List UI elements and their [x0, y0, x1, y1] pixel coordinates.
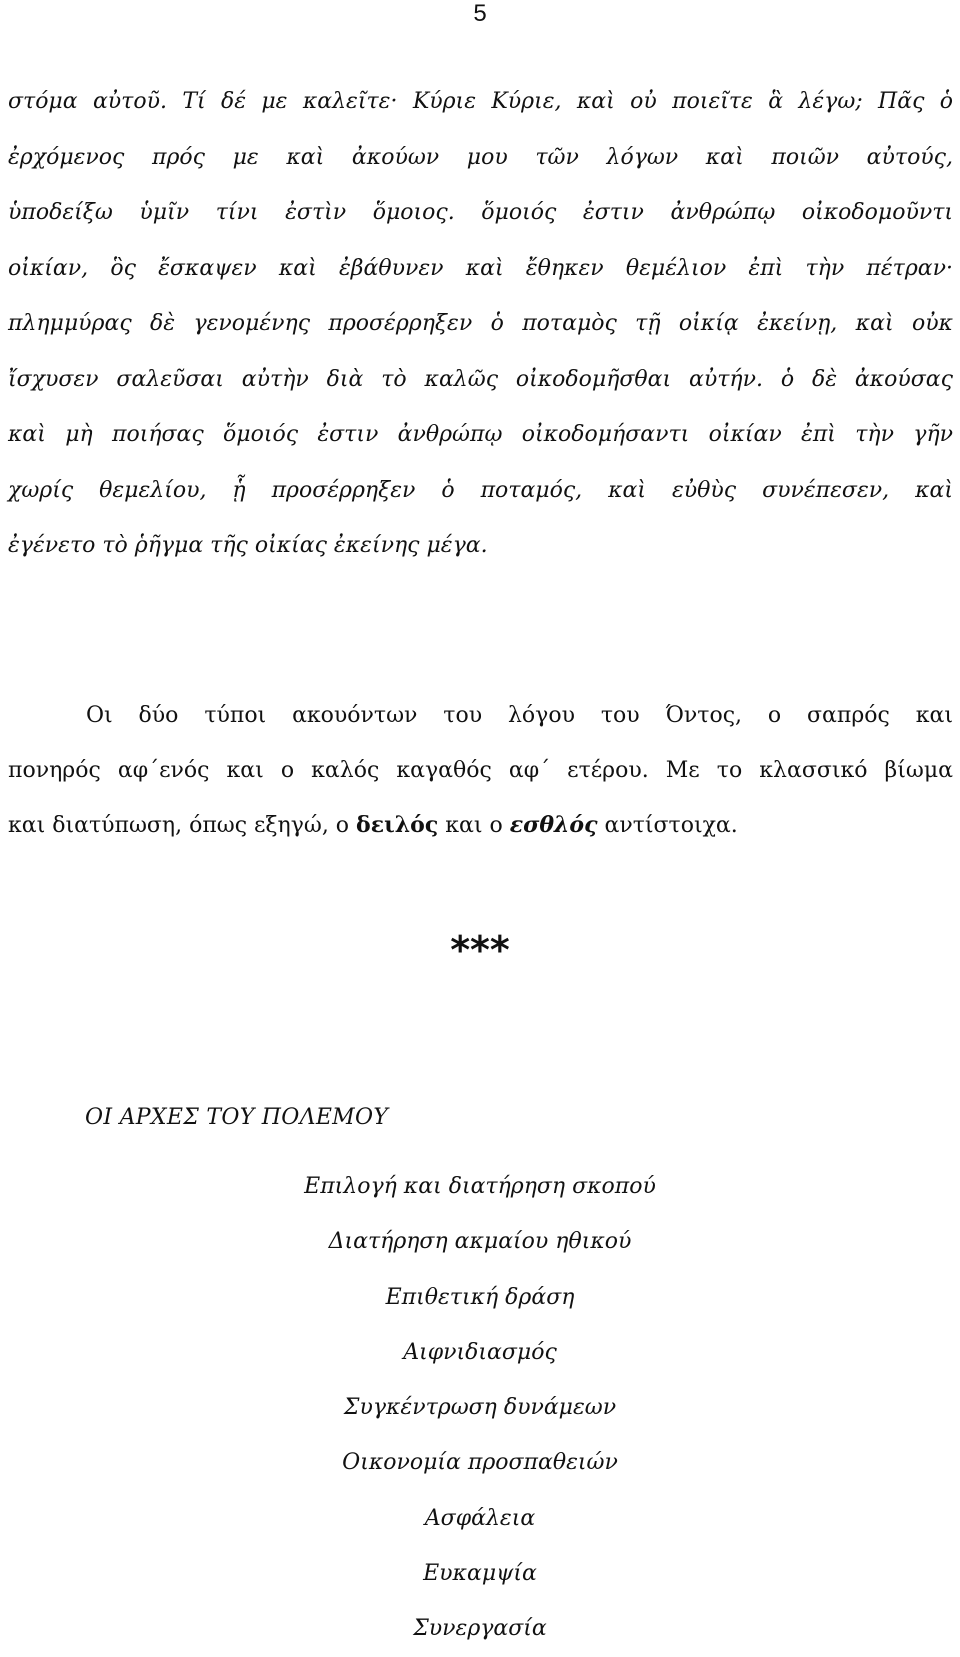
- principle-item: Αιφνιδιασμός: [403, 1339, 557, 1365]
- greek-line: ἐρχόμενος πρός με καὶ ἀκούων μου τῶν λόγων καὶ ποιῶν αὐτούς,: [8, 144, 953, 170]
- commentary-line: Οι δύο τύποι ακουόντων του λόγου του Όντος, ο σαπρός και: [86, 703, 953, 728]
- principle-item: Επιθετική δράση: [385, 1284, 575, 1310]
- greek-line-last: ἐγένετο τὸ ῥῆγμα τῆς οἰκίας ἐκείνης μέγα.: [8, 533, 488, 558]
- commentary-text: και ο: [438, 813, 510, 838]
- principles-list: [0, 1159, 960, 1657]
- greek-line: πλημμύρας δὲ γενομένης προσέρρηξεν ὁ ποταμὸς τῇ οἰκίᾳ ἐκείνῃ, καὶ οὐκ: [8, 311, 953, 336]
- principle-item: Οικονομία προσπαθειών: [342, 1450, 618, 1476]
- section-separator: ***: [450, 928, 510, 972]
- greek-line: ὑποδείξω ὑμῖν τίνι ἐστὶν ὅμοιος. ὅμοιός ἐστιν ἀνθρώπῳ οἰκοδομοῦντι: [8, 200, 953, 225]
- commentary-text: αντίστοιχα.: [597, 813, 738, 838]
- bold-term-deilos: δειλός: [356, 812, 439, 838]
- commentary-paragraph: [8, 688, 953, 853]
- greek-scripture-paragraph: [8, 74, 953, 574]
- greek-line: οἰκίαν, ὃς ἔσκαψεν καὶ ἐβάθυνεν καὶ ἔθηκεν θεμέλιον ἐπὶ τὴν πέτραν·: [8, 255, 953, 281]
- commentary-line-last: [8, 798, 953, 853]
- greek-line: καὶ μὴ ποιήσας ὅμοιός ἐστιν ἀνθρώπῳ οἰκοδομήσαντι οἰκίαν ἐπὶ τὴν γῆν: [8, 422, 953, 447]
- principle-item: Ασφάλεια: [424, 1505, 536, 1531]
- principle-item: Συνεργασία: [413, 1616, 547, 1642]
- principle-item: Διατήρηση ακμαίου ηθικού: [328, 1229, 632, 1255]
- commentary-text: και διατύπωση, όπως εξηγώ, ο: [8, 813, 357, 838]
- principle-item: Ευκαμψία: [423, 1561, 537, 1587]
- commentary-line: πονηρός αφ΄ενός και ο καλός καγαθός αφ΄ ετέρου. Με το κλασσικό βίωμα: [8, 758, 953, 783]
- greek-line: χωρίς θεμελίου, ᾗ προσέρρηξεν ὁ ποταμός, καὶ εὐθὺς συνέπεσεν, καὶ: [8, 477, 953, 503]
- greek-line: ἴσχυσεν σαλεῦσαι αὐτὴν διὰ τὸ καλῶς οἰκοδομῆσθαι αὐτήν. ὁ δὲ ἀκούσας: [8, 366, 953, 392]
- principle-item: Επιλογή και διατήρηση σκοπού: [304, 1174, 656, 1199]
- page-number: 5: [473, 0, 487, 27]
- bold-italic-term-esthlos: εσθλός: [509, 812, 598, 838]
- greek-line: στόμα αὐτοῦ. Τί δέ με καλεῖτε· Κύριε Κύριε, καὶ οὐ ποιεῖτε ἃ λέγω; Πᾶς ὁ: [8, 89, 953, 114]
- section-heading: ΟΙ ΑΡΧΕΣ ΤΟΥ ΠΟΛΕΜΟΥ: [85, 1105, 389, 1130]
- principle-item: Συγκέντρωση δυνάμεων: [343, 1395, 617, 1421]
